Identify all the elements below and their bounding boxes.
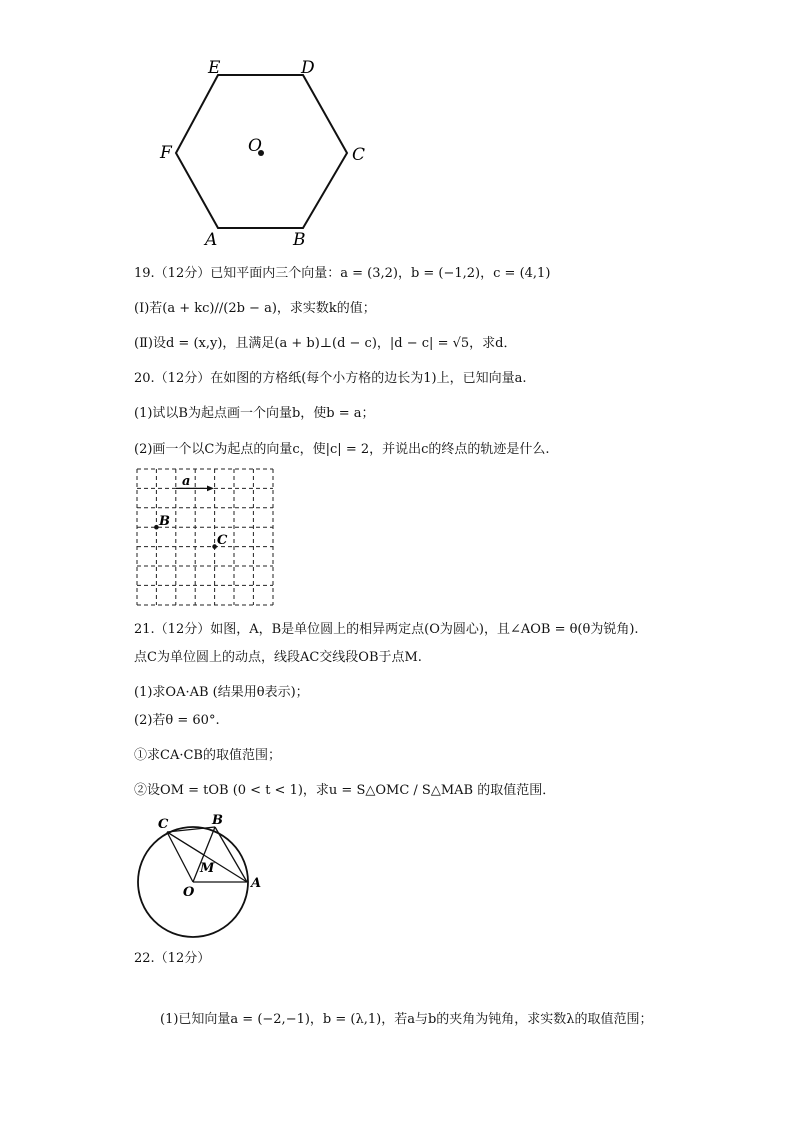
q21-stem-line1: 21.（12分）如图，A，B是单位圆上的相异两定点(O为圆心)，且∠AOB = θ(θ为锐角). [134,622,639,637]
q20-stem: 20.（12分）在如图的方格纸(每个小方格的边长为1)上，已知向量a. [134,371,527,386]
circle-label-b: B [212,813,223,828]
circle-label-m: M [200,861,215,876]
hexagon-figure [150,55,380,255]
label-c: C [352,145,366,165]
q21-sub1: ①求CA·CB的取值范围； [134,748,281,763]
label-a: A [205,230,218,250]
grid-figure [136,468,276,608]
q21-stem-line2: 点C为单位圆上的动点，线段AC交线段OB于点M. [134,650,422,665]
label-b: B [293,230,306,250]
circle-figure [130,810,270,945]
label-o: O [248,136,262,156]
circle-label-c: C [158,817,169,832]
grid-lines [137,469,273,605]
q20-part1: (1)试以B为起点画一个向量b，使b = a； [134,406,375,421]
circle-label-a: A [251,876,262,891]
circle-label-o: O [183,885,195,900]
vector-a-label: a [182,474,191,489]
label-f: F [160,143,172,163]
q22-part1: (1)已知向量a = (−2,−1)，b = (λ,1)，若a与b的夹角为钝角，求实数λ的取值范围； [160,1012,653,1027]
q21-part2: (2)若θ = 60°. [134,713,220,728]
q22-stem: 22.（12分） [134,951,211,966]
label-d: D [301,58,315,78]
vector-a-arrowhead [207,486,214,492]
label-e: E [208,58,221,78]
q21-part1: (1)求OA·AB (结果用θ表示)； [134,685,309,700]
point-c-label: C [217,533,228,548]
point-b [154,525,159,530]
q19-stem: 19.（12分）已知平面内三个向量：a = (3,2)，b = (−1,2)，c = (4,1) [134,266,551,281]
q19-part1: (Ⅰ)若(a + kc)//(2b − a)，求实数k的值； [134,301,376,316]
q19-part2: (Ⅱ)设d = (x,y)，且满足(a + b)⊥(d − c)，|d − c| = √5，求d． [134,336,517,351]
point-b-label: B [159,514,170,529]
q21-sub2: ②设OM = tOB (0 < t < 1)，求u = S△OMC / S△MAB 的取值范围． [134,783,556,798]
q20-part2: (2)画一个以C为起点的向量c，使|c| = 2，并说出c的终点的轨迹是什么. [134,442,550,457]
